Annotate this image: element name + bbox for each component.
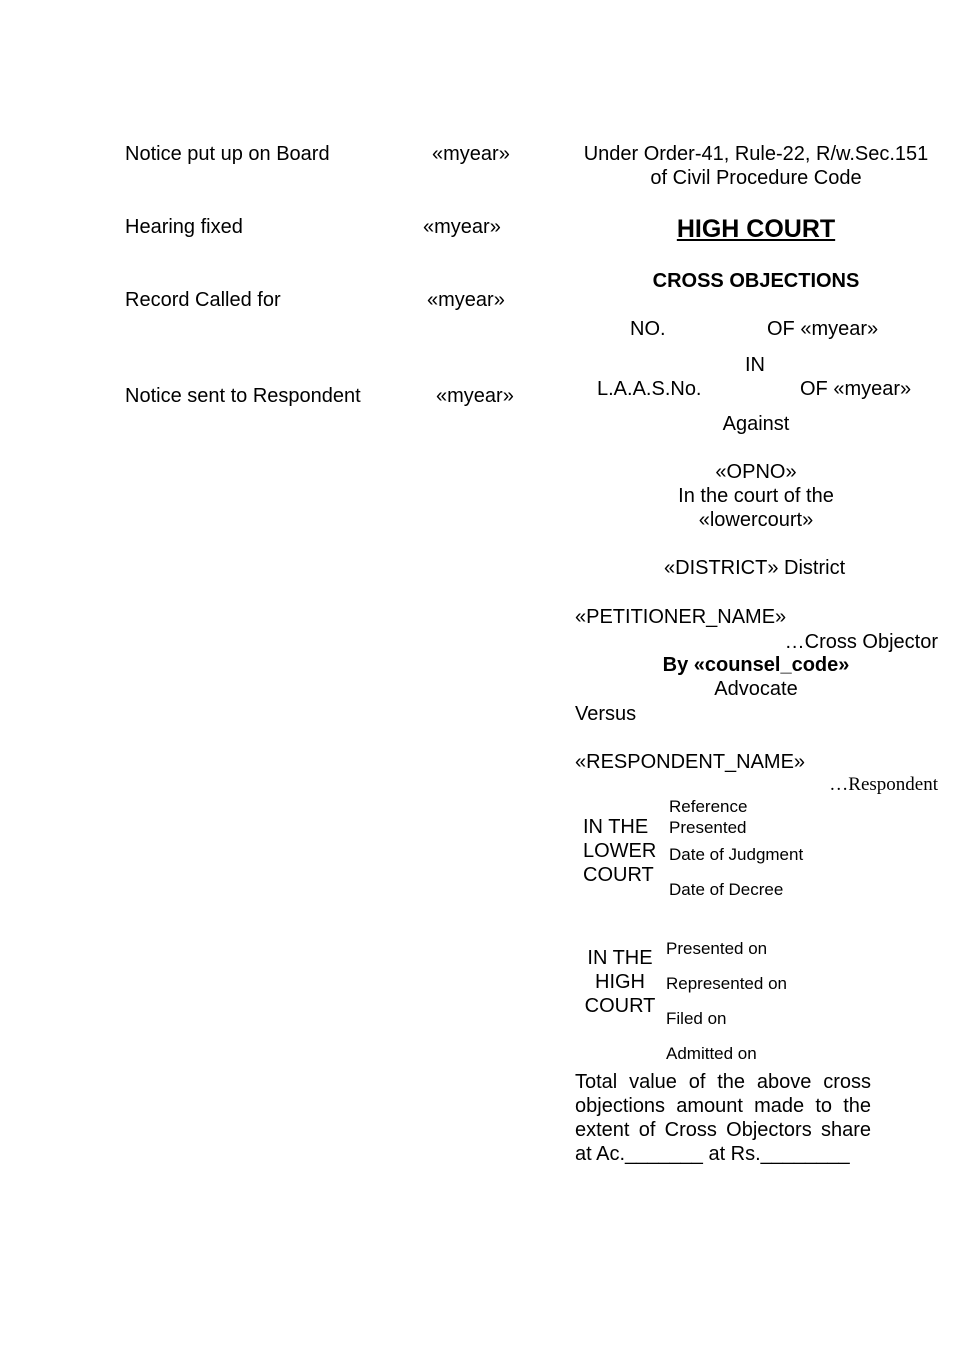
laas-label: L.A.A.S.No. xyxy=(597,378,702,400)
high-court-item-filed: Filed on xyxy=(666,1009,727,1028)
in-court-of: In the court of the xyxy=(678,485,834,507)
lower-court-heading-2: LOWER xyxy=(583,840,657,862)
by-counsel: By «counsel_code» xyxy=(662,654,850,676)
respondent-name: «RESPONDENT_NAME» xyxy=(575,751,806,773)
notice-board-label: Notice put up on Board xyxy=(125,143,330,165)
notice-board-value: «myear» xyxy=(432,143,510,165)
total-line-3: extent of Cross Objectors share xyxy=(575,1119,871,1141)
total-line-1: Total value of the above cross xyxy=(575,1071,871,1093)
advocate-label: Advocate xyxy=(714,678,798,700)
district: «DISTRICT» District xyxy=(664,557,846,579)
total-line-4: at Ac._______ at Rs.________ xyxy=(575,1143,850,1165)
order-line-2: of Civil Procedure Code xyxy=(650,167,862,189)
total-line-2: objections amount made to the xyxy=(575,1095,871,1117)
doc-type-heading: CROSS OBJECTIONS xyxy=(652,270,860,292)
no-label: NO. xyxy=(630,318,666,340)
hearing-fixed-value: «myear» xyxy=(423,216,501,238)
hearing-fixed-label: Hearing fixed xyxy=(125,216,243,238)
lower-court-heading-1: IN THE xyxy=(583,816,649,838)
high-court-heading-3: COURT xyxy=(584,995,656,1017)
high-court-heading-2: HIGH xyxy=(595,971,645,993)
in-label: IN xyxy=(745,354,765,376)
lower-court-item-decree: Date of Decree xyxy=(669,880,784,899)
lower-court-name: «lowercourt» xyxy=(698,509,814,531)
no-of-year: OF «myear» xyxy=(767,318,879,340)
lower-court-heading-3: COURT xyxy=(583,864,654,886)
against-label: Against xyxy=(722,413,790,435)
petitioner-name: «PETITIONER_NAME» xyxy=(575,606,787,628)
high-court-heading-1: IN THE xyxy=(587,947,653,969)
record-called-label: Record Called for xyxy=(125,289,281,311)
high-court-item-represented: Represented on xyxy=(666,974,787,993)
lower-court-item-presented: Presented xyxy=(669,818,747,837)
high-court-item-presented: Presented on xyxy=(666,939,768,958)
order-line-1: Under Order-41, Rule-22, R/w.Sec.151 xyxy=(583,143,929,165)
respondent-role: …Respondent xyxy=(829,774,938,795)
notice-respondent-value: «myear» xyxy=(436,385,514,407)
versus-label: Versus xyxy=(575,703,637,725)
high-court-item-admitted: Admitted on xyxy=(666,1044,757,1063)
court-title: HIGH COURT xyxy=(676,215,836,243)
notice-respondent-label: Notice sent to Respondent xyxy=(125,385,361,407)
opno: «OPNO» xyxy=(715,461,797,483)
laas-of-year: OF «myear» xyxy=(800,378,912,400)
cross-objector-role: …Cross Objector xyxy=(784,631,938,653)
record-called-value: «myear» xyxy=(427,289,505,311)
lower-court-item-reference: Reference xyxy=(669,797,748,816)
lower-court-item-judgment: Date of Judgment xyxy=(669,845,804,864)
